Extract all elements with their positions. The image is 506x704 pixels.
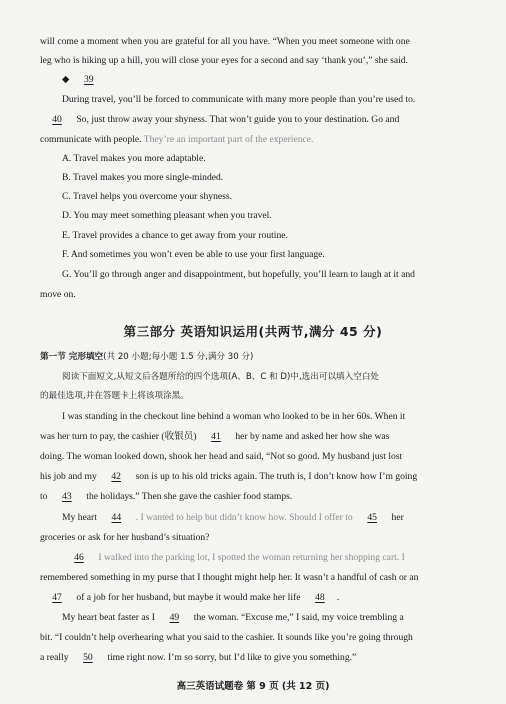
text-span: My heart beat faster as I: [62, 612, 155, 623]
text-line: bit. “I couldn’t help overhearing what you said to the cashier. It sounds like you’re going through: [40, 632, 413, 643]
text-span: . I wanted to help but didn’t know how. Should I offer to: [135, 512, 353, 523]
section-title: 第三部分 英语知识运用(共两节,满分 45 分): [123, 324, 383, 339]
text-line: I was standing in the checkout line behind a woman who looked to be in her 60s. When it: [62, 411, 406, 422]
text-span: My heart: [62, 512, 97, 523]
text-line: [40, 592, 470, 604]
subsection-name: 第一节 完形填空: [40, 352, 104, 362]
text-line: [40, 431, 470, 443]
text-span: of a job for her husband, but maybe it would make her life: [76, 592, 301, 603]
text-span: the holidays.” Then she gave the cashier food stamps.: [86, 491, 293, 502]
blank-46: 46: [74, 552, 84, 563]
text-span: time right now. I’m so sorry, but I’d like to give you something.”: [107, 652, 357, 663]
option-g: G. You’ll go through anger and disappointment, but hopefully, you’ll learn to laugh at it and: [62, 269, 415, 280]
text-line: leg who is hiking up a hill, you will close your eyes for a second and say ‘thank you’,” she said.: [40, 55, 408, 66]
instructions-line: 的最佳选项,并在答题卡上将该项涂黑。: [40, 391, 189, 401]
blank-44: 44: [111, 512, 122, 523]
instructions-line: 阅读下面短文,从短文后各题所给的四个选项(A、B、C 和 D)中,选出可以填入空白处: [62, 372, 380, 382]
subsection-note: (共 20 小题;每小题 1.5 分,满分 30 分): [103, 352, 254, 362]
text-line: groceries or ask for her husband’s situation?: [40, 532, 210, 543]
text-span: They’re an important part of the experience.: [143, 134, 314, 145]
blank-48: 48: [315, 592, 325, 603]
text-line: [40, 652, 470, 664]
text-span: I walked into the parking lot, I spotted the woman returning her shopping cart. I: [98, 552, 405, 563]
text-line: will come a moment when you are grateful for all you have. “When you meet someone with one: [40, 36, 410, 47]
text-span: communicate with people.: [40, 134, 142, 145]
text-line: [40, 471, 470, 483]
blank-43: 43: [62, 491, 72, 502]
text-span: his job and my: [40, 471, 97, 482]
option-b: B. Travel makes you more single-minded.: [62, 172, 224, 183]
question-39: [62, 74, 470, 86]
text-span: was her turn to pay, the cashier (收银员): [40, 431, 197, 442]
option-f: F. And sometimes you won’t even be able to use your first language.: [62, 249, 325, 260]
text-span: to: [40, 491, 48, 502]
blank-42: 42: [111, 471, 121, 482]
subsection-title: [40, 351, 470, 363]
text-line: [62, 512, 470, 524]
text-line: [40, 491, 470, 503]
blank-49: 49: [169, 612, 180, 623]
blank-40: 40: [52, 114, 62, 125]
text-line: [62, 612, 470, 624]
text-span: son is up to his old tricks again. The truth is, I don’t know how I’m going: [135, 471, 418, 482]
text-span: .: [336, 592, 340, 603]
diamond-bullet-icon: ◆: [62, 74, 70, 85]
option-g-cont: move on.: [40, 289, 76, 300]
text-line: [62, 552, 470, 564]
option-d: D. You may meet something pleasant when you travel.: [62, 210, 272, 221]
blank-41: 41: [211, 431, 221, 442]
text-span: the woman. “Excuse me,” I said, my voice trembling a: [193, 612, 404, 623]
text-span: her by name and asked her how she was: [235, 431, 390, 442]
blank-45: 45: [367, 512, 377, 523]
text-line: doing. The woman looked down, shook her head and said, “Not so good. My husband just lost: [40, 451, 403, 462]
text-line: [40, 114, 470, 126]
text-line: [40, 134, 470, 146]
text-span: her: [391, 512, 404, 523]
page-footer: 高三英语试题卷 第 9 页 (共 12 页): [176, 681, 330, 692]
blank-47: 47: [52, 592, 62, 603]
text-span: a really: [40, 652, 69, 663]
option-a: A. Travel makes you more adaptable.: [62, 153, 206, 164]
option-c: C. Travel helps you overcome your shyness.: [62, 191, 233, 202]
text-line: remembered something in my purse that I thought might help her. It wasn’t a handful of cash or an: [40, 572, 419, 583]
text-span: So, just throw away your shyness. That won’t guide you to your destination. Go and: [76, 114, 400, 125]
blank-39: 39: [84, 74, 94, 85]
option-e: E. Travel provides a chance to get away from your routine.: [62, 230, 288, 241]
blank-50: 50: [83, 652, 93, 663]
text-line: During travel, you’ll be forced to communicate with many more people than you’re used to.: [62, 94, 416, 105]
